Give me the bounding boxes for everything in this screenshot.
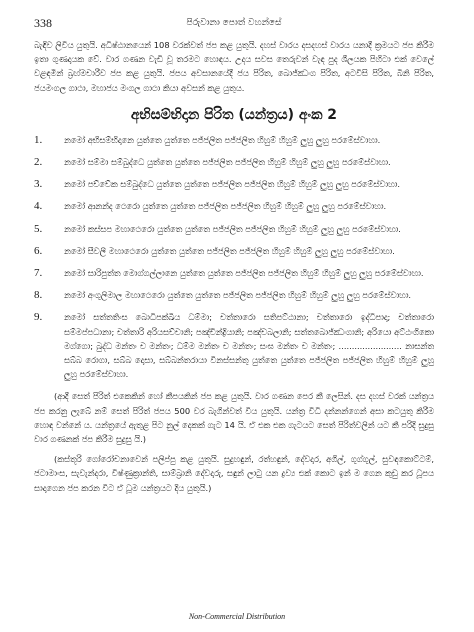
closing-paragraph: (කස්තූරි ගෝරෝචනාවෙන් පලිප්පු කළ යුතුයි. සුදුහඳුන්, රත්හඳුන්, දේවදාර, අගිල්, ගුග්ගුල්, සුවඳකොට්ටම්, ජටාමාංස, සැවැන්දරා, විෂ්ණුක්‍රාන්ති, සාම්බ්‍රානි දේවදාරු, සඳුන් ලාටු යන ද්‍රව්‍ය එක් කොට ඉන් ම ගෙන කුඩු කර ධූපය සාදාගෙන ජප කරන විට ඒ ධූම යන්ත්‍රයට දිය යුතුයි.): [34, 454, 434, 493]
page-number: 338: [34, 16, 52, 30]
item-text: නමෝ පච්චේක සම්බුද්ධෙ යුත්තෙ යුත්තෙ පජ්ජලිත පජ්ජලිත හිහුම් හිහුම් ලුහු ලුහු පරමේස්වාහා.: [64, 179, 400, 190]
footer-distribution-note: Non-Commercial Distribution: [188, 612, 286, 621]
item-text: නමෝ සාරිපුත්ත මොග්ගල්ලානෙ යුත්තෙ යුත්තෙ පජ්ජලිත පජ්ජලිත හිහුම් හිහුම් ලුහු ලුහු පරමේස්වාහා.: [64, 268, 424, 279]
item-number: 6.: [34, 244, 43, 257]
note-paragraph: (ආදී සෙත් පිරිත් එකෙකින් හෝ කීපයකින් ජප කළ යුතුයි. වාර ගණන පෙර කී ලෙසින්. දස දහස් වරක් යන්ත්‍රය ජප කරනු ලැබේ නම් සෙත් පිරිත් ජපය 500 වර බැගින්වත් විය යුතුයි. යන්ත්‍ර විධි දන්නන්ගෙන් අසා කටයුතු කිරීම හොඳ වන්නේ ය. යන්ත්‍රයේ ඇතුළ පිට නුල් දෙකක් ගැට 14 යි. ඒ එක එක ගැටයට සෙත් පිරිත්වලින් යට කී පරිදි සුදුසු වාර ගණනක් ජප කිරීම සුදුසු යි.): [34, 391, 434, 445]
item-text: නමෝ කස්සප මහාථෙරො යුත්තෙ යුත්තෙ පජ්ජලිත පජ්ජලිත හිහුම් හිහුම් ලුහු ලුහු පරමේස්වාහා.: [64, 223, 401, 234]
pirith-list: [34, 133, 434, 382]
item-text: නමෝ ආනන්ද ථෙරො යුත්තෙ යුත්තෙ පජ්ජලිත පජ්ජලිත හිහුම් හිහුම් ලුහු ලුහු පරමේස්වාහා.: [64, 201, 387, 212]
page-header: [34, 14, 434, 32]
item-number: 9.: [34, 311, 43, 324]
section-heading: අභිසම්භිදාන පිරිත (යන්ත්‍රය) අංක 2: [130, 106, 338, 123]
item-number: 1.: [34, 133, 43, 146]
item-text: නමෝ සම්මා සම්බුද්ධෙ යුත්තෙ යුත්තෙ පජ්ජලිත පජ්ජලිත හිහුම් හිහුම් ලුහු ලුහු පරමේස්වාහා.: [64, 157, 391, 168]
item-number: 8.: [34, 289, 43, 302]
list-item: [34, 244, 434, 258]
list-item: [34, 266, 434, 280]
item-text: නමෝ සත්තතිංස බොධිපක්ඛිය ධම්මා; චත්තාරො සතිපට්ඨානා; චත්තාරො ඉද්ධිපාදා; චත්තාරො සම්මප්පධානා; චත්තාරි අරියසච්චානි; පඤ්චින්ද්‍රියානි; පඤ්චබලානි; සත්තබොජ්ඣංගානි; අරියො අට්ඨංගිකො මග්ගො; බුද්ධ මන්තං ච මන්තං; ධම්ම මන්තං ච මන්තං; සංඝ මන්තං ච මන්තං; ........................ නාසන්ත සබ්බ රොගා, සබ්බ දොසා, සබ්බන්තරායා විනස්සන්තු යුත්තෙ යුත්තෙ පජ්ජලිත පජ්ජලිත හිහුම් හිහුම් ලුහු ලුහු පරමේස්වාහා.: [64, 312, 434, 380]
intro-paragraph: බැඳිව ලිවිය යුතුයි. අධිෂ්ඨානයෙන් 108 වරක්වත් ජප කළ යුතුයි. දහස් වාරය දසදහස් වාරය යනාදී ක්‍රමයට ජප කිරීම ඉතා ගුණදායක වේ. වාර ගණන වැඩි වූ තරමට හොඳය. උදය සවස තෙරුවන් වැඳ පුද ශීලයක පිහිටා එක් වෙලේ වළඳමින් බ්‍රහ්මචාරීව ජප කළ යුතුයි. ජපය අවසානයේදී ජය පිරිත, බොජ්ඣංග පිරිත, අටවිසි පිරිත, බිනි පිරිත, ජයමංගල ගාථා, මහාජය මංගල ගාථා කියා අවසන් කළ යුතුය.: [34, 40, 434, 93]
item-number: 7.: [34, 267, 43, 280]
list-item: [34, 310, 434, 381]
item-text: නමෝ අභිසම්භිදානෙ යුත්තෙ යුත්තෙ පජ්ජලිත පජ්ජලිත හිහුම් හිහුම් ලුහු ලුහු පරමේස්වාහා.: [64, 134, 381, 145]
list-item: [34, 177, 434, 191]
item-text: නමෝ අංගුලිමාල මහාථෙරො යුත්තෙ යුත්තෙ පජ්ජලිත පජ්ජලිත හිහුම් හිහුම් ලුහු ලුහු පරමේස්වාහා.: [64, 290, 412, 301]
running-title: පිරුවානා පොත් වහන්සේ: [186, 18, 282, 28]
list-item: [34, 155, 434, 169]
list-item: [34, 222, 434, 236]
item-text: නමෝ සීවලී මහාථෙරො යුත්තෙ යුත්තෙ පජ්ජලිත පජ්ජලිත හිහුම් හිහුම් ලුහු ලුහු පරමේස්වාහා.: [64, 245, 395, 256]
list-item: [34, 199, 434, 213]
item-number: 4.: [34, 200, 43, 213]
list-item: [34, 288, 434, 302]
item-number: 5.: [34, 222, 43, 235]
item-number: 3.: [34, 178, 43, 191]
item-number: 2.: [34, 156, 43, 169]
list-item: [34, 133, 434, 147]
